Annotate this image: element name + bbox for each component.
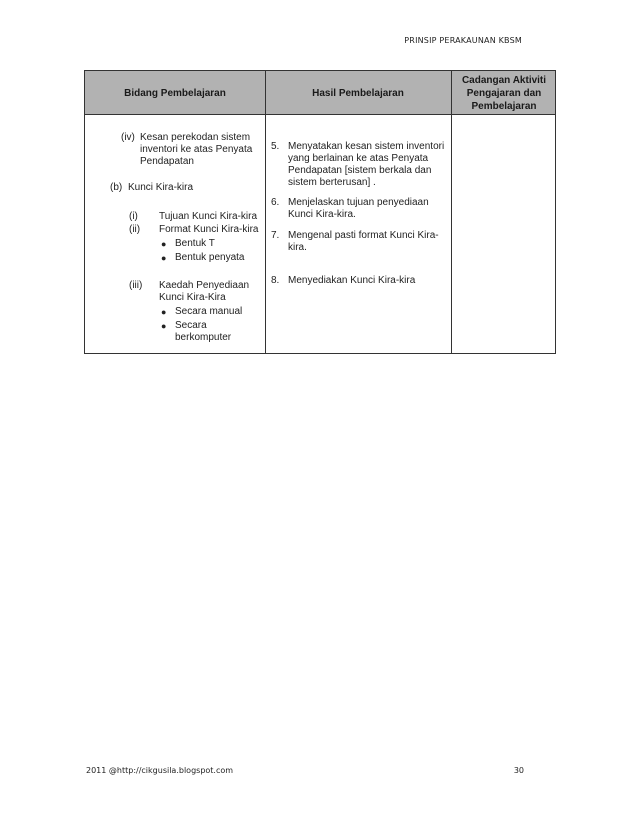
outcome-number: 5. — [271, 141, 280, 152]
column-header-cadangan: Cadangan Aktiviti Pengajaran dan Pembelajaran — [461, 74, 547, 112]
item-text: Kesan perekodan sistem inventori ke atas Penyata Pendapatan — [140, 132, 253, 167]
list-item: Bentuk T — [175, 238, 215, 249]
outcome-text: Menjelaskan tujuan penyediaan Kunci Kira-kira. — [288, 197, 429, 220]
section-title: Kunci Kira-kira — [128, 182, 194, 193]
list-item: Secara manual — [175, 306, 243, 317]
syllabus-table — [84, 70, 556, 354]
cadangan-cell — [452, 116, 557, 354]
bullet-icon: ● — [161, 307, 167, 317]
column-header-hasil: Hasil Pembelajaran — [312, 87, 404, 99]
outcome-text: Mengenal pasti format Kunci Kira-kira. — [288, 230, 439, 253]
table-header-row — [85, 71, 555, 115]
item-number: (i) — [129, 211, 138, 222]
outcome-number: 7. — [271, 230, 280, 241]
item-number: (iii) — [129, 280, 143, 291]
column-divider — [265, 71, 266, 353]
outcome-text: Menyediakan Kunci Kira-kira — [288, 275, 416, 286]
list-item: Bentuk penyata — [175, 252, 245, 263]
bullet-icon: ● — [161, 321, 167, 331]
item-text: Format Kunci Kira-kira — [159, 224, 259, 235]
item-number: (iv) — [121, 132, 135, 143]
item-number: (ii) — [129, 224, 141, 235]
item-text: Tujuan Kunci Kira-kira — [159, 211, 258, 222]
item-text: Kaedah Penyediaan Kunci Kira-Kira — [159, 280, 250, 303]
running-header: PRINSIP PERAKAUNAN KBSM — [404, 36, 522, 45]
footer-source: 2011 @http://cikgusila.blogspot.com — [86, 766, 234, 775]
section-label: (b) — [110, 182, 123, 193]
outcome-number: 6. — [271, 197, 280, 208]
list-item: Secara berkomputer — [175, 320, 232, 343]
bullet-icon: ● — [161, 239, 167, 249]
bullet-icon: ● — [161, 253, 167, 263]
outcome-number: 8. — [271, 275, 280, 286]
page-number: 30 — [513, 766, 524, 775]
outcome-text: Menyatakan kesan sistem inventori yang berlainan ke atas Penyata Pendapatan [sistem berkala dan sistem berterusan] . — [288, 141, 445, 188]
column-header-bidang: Bidang Pembelajaran — [124, 87, 226, 99]
